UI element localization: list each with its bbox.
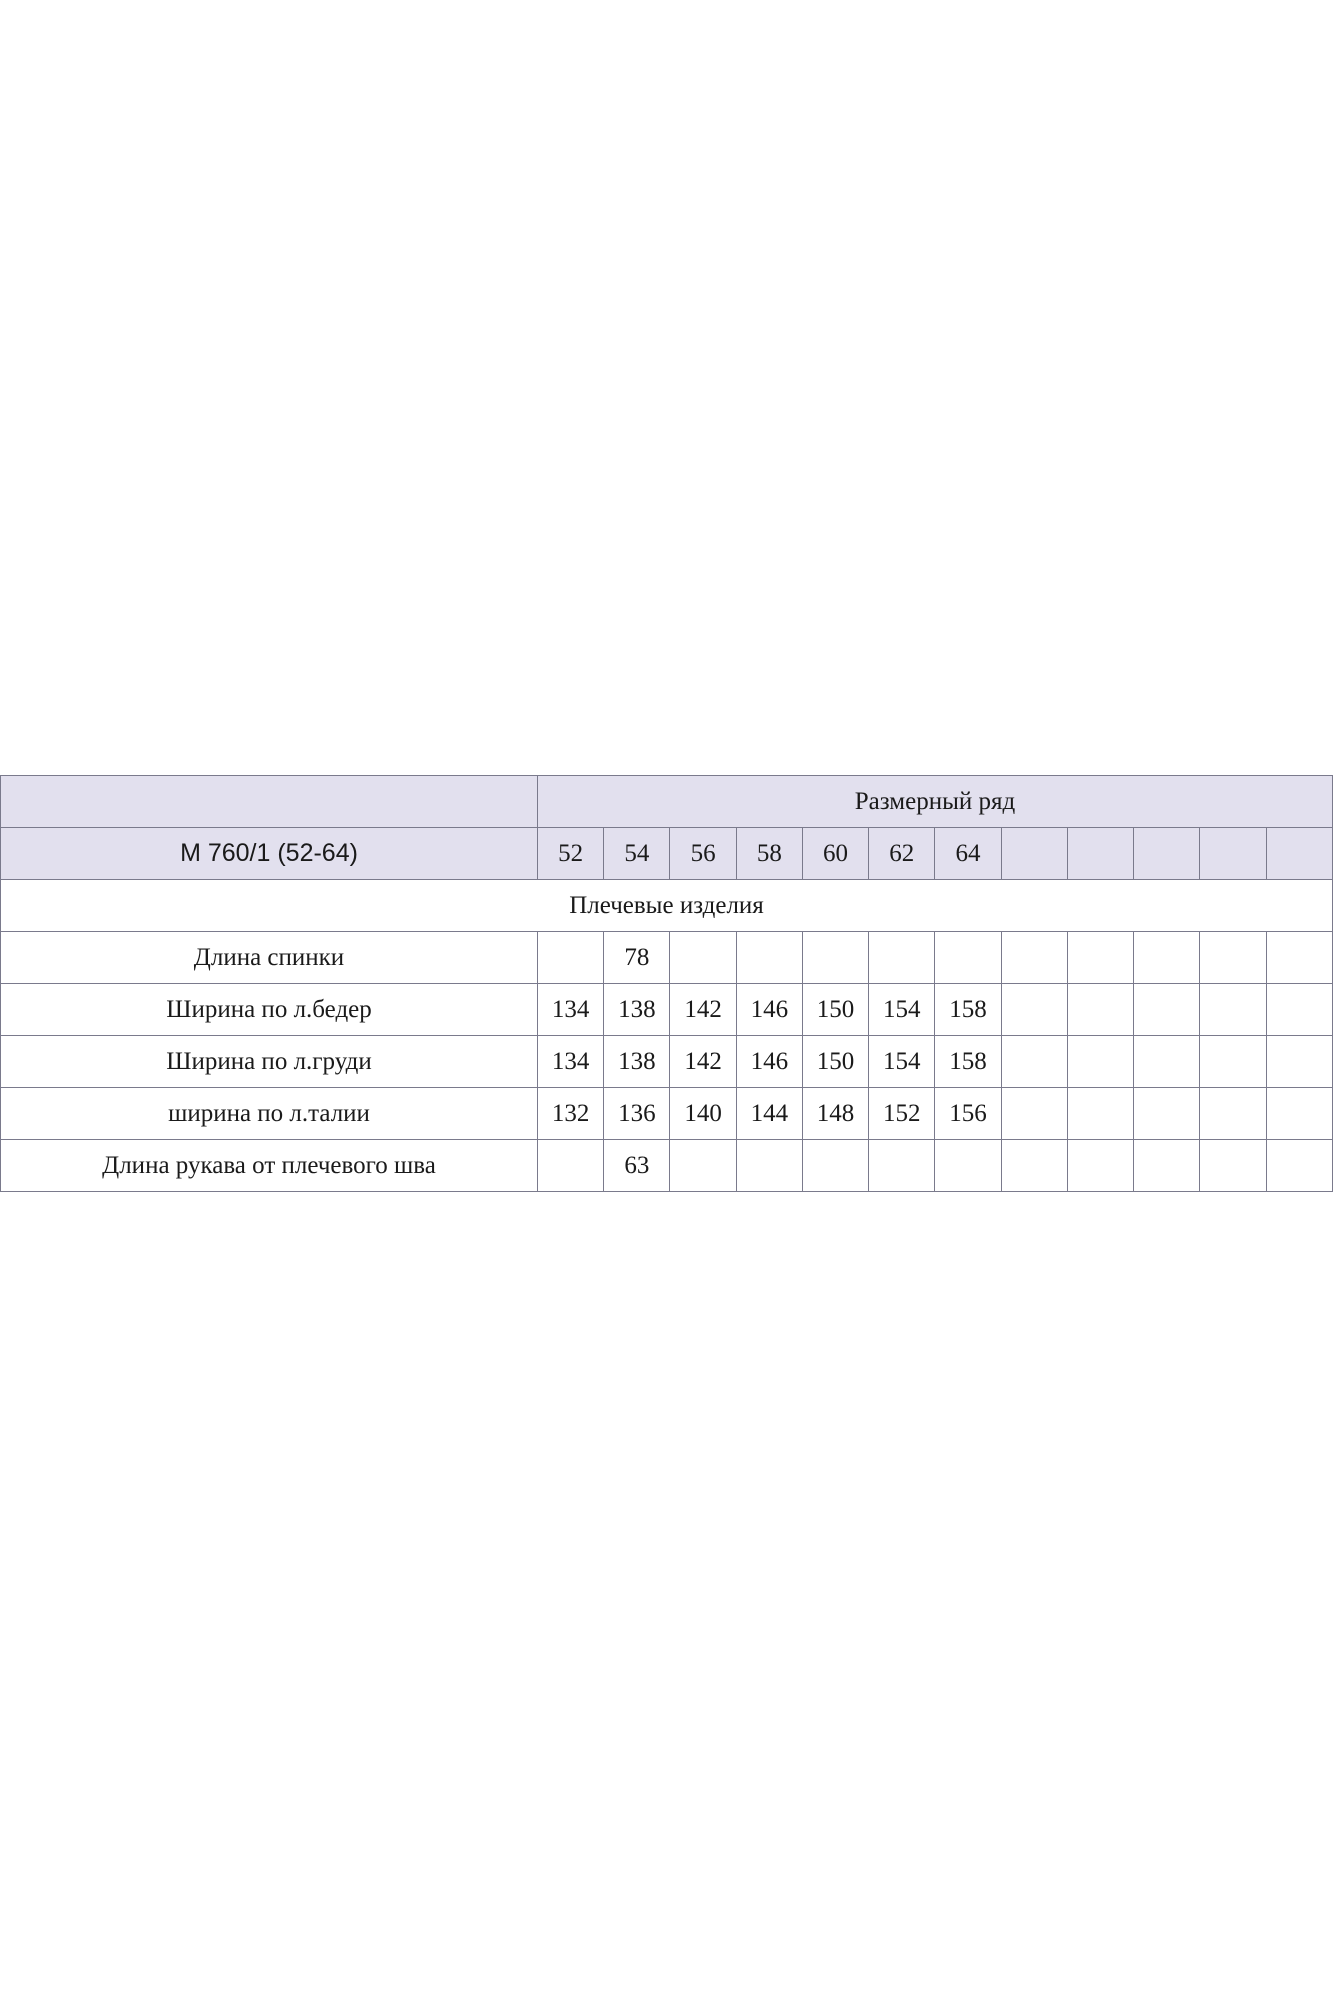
cell-empty: [1134, 984, 1200, 1036]
cell-hip-width-60: 150: [802, 984, 868, 1036]
cell-empty: [1001, 932, 1067, 984]
cell-sleeve-length-58: [736, 1140, 802, 1192]
section-title-row: [1, 880, 1333, 932]
cell-sleeve-length-60: [802, 1140, 868, 1192]
cell-back-length-64: [935, 932, 1001, 984]
cell-empty: [1200, 984, 1266, 1036]
cell-back-length-60: [802, 932, 868, 984]
cell-empty: [1266, 1036, 1332, 1088]
cell-sleeve-length-54: 63: [604, 1140, 670, 1192]
size-header-empty-1: [1001, 828, 1067, 880]
cell-hip-width-64: 158: [935, 984, 1001, 1036]
cell-chest-width-52: 134: [538, 1036, 604, 1088]
size-header-empty-3: [1134, 828, 1200, 880]
table-row: [1, 1036, 1333, 1088]
cell-sleeve-length-56: [670, 1140, 736, 1192]
cell-waist-width-52: 132: [538, 1088, 604, 1140]
cell-empty: [1001, 1036, 1067, 1088]
row-label-sleeve-length: Длина рукава от плечевого шва: [1, 1140, 538, 1192]
cell-hip-width-54: 138: [604, 984, 670, 1036]
cell-back-length-54: 78: [604, 932, 670, 984]
size-header-empty-4: [1200, 828, 1266, 880]
cell-empty: [1200, 1088, 1266, 1140]
row-label-hip-width: Ширина по л.бедер: [1, 984, 538, 1036]
cell-empty: [1200, 1140, 1266, 1192]
cell-empty: [1001, 984, 1067, 1036]
cell-empty: [1001, 1140, 1067, 1192]
cell-hip-width-62: 154: [869, 984, 935, 1036]
size-header-60: 60: [802, 828, 868, 880]
cell-empty: [1266, 932, 1332, 984]
cell-empty: [1134, 1140, 1200, 1192]
cell-back-length-62: [869, 932, 935, 984]
size-header-56: 56: [670, 828, 736, 880]
cell-waist-width-54: 136: [604, 1088, 670, 1140]
row-label-back-length: Длина спинки: [1, 932, 538, 984]
cell-empty: [1001, 1088, 1067, 1140]
size-header-54: 54: [604, 828, 670, 880]
table-row: [1, 984, 1333, 1036]
table-row: [1, 932, 1333, 984]
size-chart-table: [0, 775, 1333, 1192]
cell-hip-width-58: 146: [736, 984, 802, 1036]
size-header-52: 52: [538, 828, 604, 880]
row-label-waist-width: ширина по л.талии: [1, 1088, 538, 1140]
cell-empty: [1266, 1140, 1332, 1192]
row-label-chest-width: Ширина по л.груди: [1, 1036, 538, 1088]
cell-waist-width-60: 148: [802, 1088, 868, 1140]
cell-waist-width-62: 152: [869, 1088, 935, 1140]
header-band-left-spacer: [1, 776, 538, 828]
cell-chest-width-60: 150: [802, 1036, 868, 1088]
table-size-row: [1, 828, 1333, 880]
cell-chest-width-58: 146: [736, 1036, 802, 1088]
cell-empty: [1134, 932, 1200, 984]
cell-back-length-56: [670, 932, 736, 984]
size-header-58: 58: [736, 828, 802, 880]
table-row: [1, 1088, 1333, 1140]
cell-waist-width-56: 140: [670, 1088, 736, 1140]
cell-hip-width-52: 134: [538, 984, 604, 1036]
table-header-band-row: [1, 776, 1333, 828]
size-header-empty-5: [1266, 828, 1332, 880]
band-title: Размерный ряд: [538, 776, 1333, 828]
cell-empty: [1134, 1036, 1200, 1088]
cell-empty: [1067, 984, 1133, 1036]
cell-empty: [1266, 1088, 1332, 1140]
cell-chest-width-56: 142: [670, 1036, 736, 1088]
cell-back-length-52: [538, 932, 604, 984]
cell-sleeve-length-62: [869, 1140, 935, 1192]
cell-sleeve-length-52: [538, 1140, 604, 1192]
size-header-62: 62: [869, 828, 935, 880]
size-chart-container: [0, 775, 1333, 1192]
cell-chest-width-54: 138: [604, 1036, 670, 1088]
model-code: М 760/1 (52-64): [1, 828, 538, 880]
cell-empty: [1067, 1140, 1133, 1192]
cell-waist-width-64: 156: [935, 1088, 1001, 1140]
table-row: [1, 1140, 1333, 1192]
cell-empty: [1200, 932, 1266, 984]
cell-empty: [1200, 1036, 1266, 1088]
cell-empty: [1067, 1088, 1133, 1140]
cell-empty: [1067, 1036, 1133, 1088]
cell-empty: [1134, 1088, 1200, 1140]
cell-hip-width-56: 142: [670, 984, 736, 1036]
cell-chest-width-64: 158: [935, 1036, 1001, 1088]
cell-sleeve-length-64: [935, 1140, 1001, 1192]
cell-chest-width-62: 154: [869, 1036, 935, 1088]
cell-empty: [1067, 932, 1133, 984]
cell-back-length-58: [736, 932, 802, 984]
size-header-64: 64: [935, 828, 1001, 880]
size-header-empty-2: [1067, 828, 1133, 880]
cell-waist-width-58: 144: [736, 1088, 802, 1140]
cell-empty: [1266, 984, 1332, 1036]
section-title: Плечевые изделия: [1, 880, 1333, 932]
